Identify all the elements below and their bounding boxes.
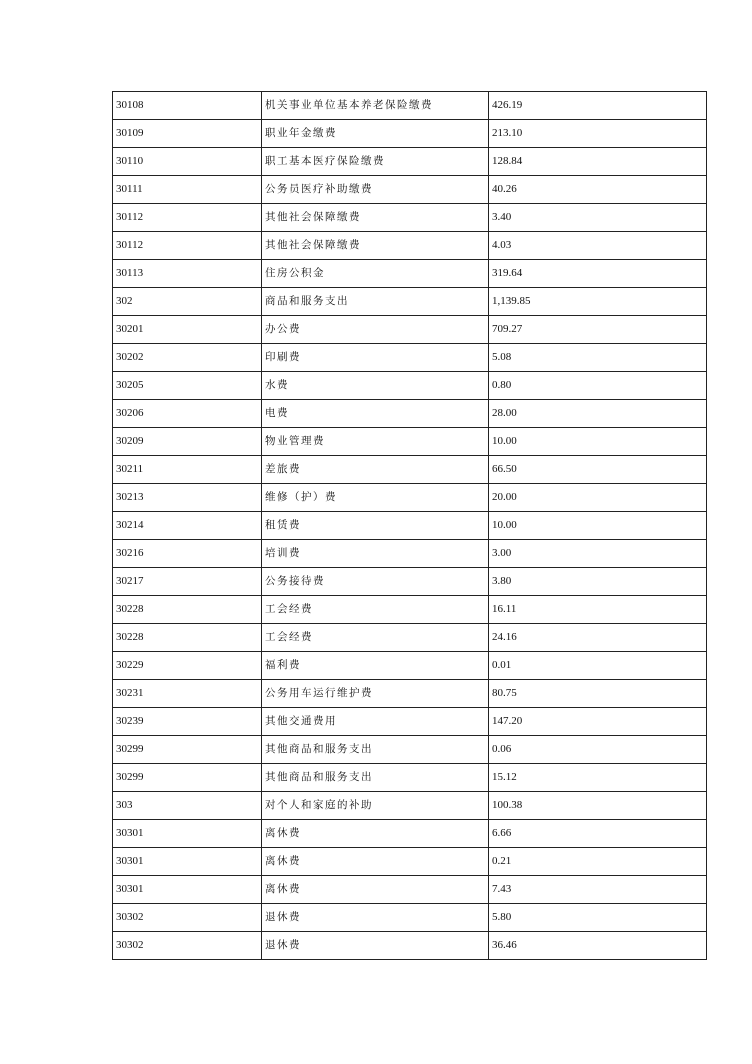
amount-cell: 5.80 [489, 904, 707, 932]
table-row [113, 568, 707, 596]
table-body [113, 92, 707, 960]
account-code-cell: 30108 [113, 92, 262, 120]
table-row [113, 484, 707, 512]
amount-cell: 1,139.85 [489, 288, 707, 316]
account-code-cell: 30209 [113, 428, 262, 456]
table-row [113, 344, 707, 372]
amount-cell: 10.00 [489, 512, 707, 540]
account-name-cell: 其他商品和服务支出 [262, 764, 489, 792]
table-row [113, 540, 707, 568]
table-row [113, 148, 707, 176]
account-name-cell: 职工基本医疗保险缴费 [262, 148, 489, 176]
account-name-cell: 退休费 [262, 904, 489, 932]
amount-cell: 36.46 [489, 932, 707, 960]
account-code-cell: 30213 [113, 484, 262, 512]
account-code-cell: 30216 [113, 540, 262, 568]
amount-cell: 3.40 [489, 204, 707, 232]
amount-cell: 3.00 [489, 540, 707, 568]
amount-cell: 0.01 [489, 652, 707, 680]
table-row [113, 428, 707, 456]
account-name-cell: 住房公积金 [262, 260, 489, 288]
account-name-cell: 其他商品和服务支出 [262, 736, 489, 764]
account-code-cell: 30111 [113, 176, 262, 204]
table-row [113, 680, 707, 708]
account-code-cell: 30217 [113, 568, 262, 596]
account-code-cell: 30301 [113, 820, 262, 848]
account-code-cell: 30112 [113, 232, 262, 260]
amount-cell: 16.11 [489, 596, 707, 624]
table-row [113, 736, 707, 764]
account-name-cell: 离休费 [262, 848, 489, 876]
table-row [113, 400, 707, 428]
account-code-cell: 30109 [113, 120, 262, 148]
table-row [113, 260, 707, 288]
table-row [113, 176, 707, 204]
table-row [113, 372, 707, 400]
amount-cell: 4.03 [489, 232, 707, 260]
account-code-cell: 30214 [113, 512, 262, 540]
table-row [113, 204, 707, 232]
table-row [113, 288, 707, 316]
amount-cell: 24.16 [489, 624, 707, 652]
amount-cell: 426.19 [489, 92, 707, 120]
account-name-cell: 工会经费 [262, 596, 489, 624]
table-row [113, 624, 707, 652]
amount-cell: 5.08 [489, 344, 707, 372]
account-name-cell: 其他社会保障缴费 [262, 232, 489, 260]
amount-cell: 20.00 [489, 484, 707, 512]
account-name-cell: 公务员医疗补助缴费 [262, 176, 489, 204]
account-name-cell: 商品和服务支出 [262, 288, 489, 316]
account-code-cell: 30211 [113, 456, 262, 484]
account-name-cell: 机关事业单位基本养老保险缴费 [262, 92, 489, 120]
table-row [113, 932, 707, 960]
account-name-cell: 物业管理费 [262, 428, 489, 456]
table-row [113, 652, 707, 680]
account-name-cell: 维修（护）费 [262, 484, 489, 512]
amount-cell: 319.64 [489, 260, 707, 288]
account-name-cell: 职业年金缴费 [262, 120, 489, 148]
account-code-cell: 30112 [113, 204, 262, 232]
amount-cell: 3.80 [489, 568, 707, 596]
account-code-cell: 30299 [113, 736, 262, 764]
account-code-cell: 30113 [113, 260, 262, 288]
account-name-cell: 办公费 [262, 316, 489, 344]
account-code-cell: 30202 [113, 344, 262, 372]
table-row [113, 848, 707, 876]
amount-cell: 0.21 [489, 848, 707, 876]
account-code-cell: 30302 [113, 932, 262, 960]
amount-cell: 40.26 [489, 176, 707, 204]
account-code-cell: 30302 [113, 904, 262, 932]
table-row [113, 708, 707, 736]
account-name-cell: 公务用车运行维护费 [262, 680, 489, 708]
account-code-cell: 303 [113, 792, 262, 820]
table-row [113, 120, 707, 148]
table-row [113, 820, 707, 848]
account-name-cell: 对个人和家庭的补助 [262, 792, 489, 820]
account-name-cell: 培训费 [262, 540, 489, 568]
account-code-cell: 30110 [113, 148, 262, 176]
amount-cell: 28.00 [489, 400, 707, 428]
account-code-cell: 302 [113, 288, 262, 316]
amount-cell: 80.75 [489, 680, 707, 708]
account-code-cell: 30301 [113, 876, 262, 904]
table-row [113, 92, 707, 120]
account-code-cell: 30231 [113, 680, 262, 708]
account-name-cell: 公务接待费 [262, 568, 489, 596]
amount-cell: 100.38 [489, 792, 707, 820]
amount-cell: 0.06 [489, 736, 707, 764]
table-row [113, 456, 707, 484]
account-name-cell: 印刷费 [262, 344, 489, 372]
account-name-cell: 退休费 [262, 932, 489, 960]
account-name-cell: 工会经费 [262, 624, 489, 652]
amount-cell: 709.27 [489, 316, 707, 344]
account-name-cell: 电费 [262, 400, 489, 428]
account-name-cell: 水费 [262, 372, 489, 400]
table-row [113, 232, 707, 260]
budget-expenditure-table [112, 91, 707, 960]
account-code-cell: 30205 [113, 372, 262, 400]
amount-cell: 15.12 [489, 764, 707, 792]
amount-cell: 10.00 [489, 428, 707, 456]
account-name-cell: 差旅费 [262, 456, 489, 484]
amount-cell: 128.84 [489, 148, 707, 176]
table-row [113, 512, 707, 540]
table-row [113, 904, 707, 932]
account-code-cell: 30299 [113, 764, 262, 792]
account-code-cell: 30229 [113, 652, 262, 680]
amount-cell: 0.80 [489, 372, 707, 400]
account-name-cell: 其他社会保障缴费 [262, 204, 489, 232]
table-row [113, 764, 707, 792]
account-name-cell: 离休费 [262, 820, 489, 848]
account-name-cell: 其他交通费用 [262, 708, 489, 736]
account-code-cell: 30301 [113, 848, 262, 876]
table-row [113, 316, 707, 344]
account-code-cell: 30228 [113, 624, 262, 652]
amount-cell: 147.20 [489, 708, 707, 736]
amount-cell: 6.66 [489, 820, 707, 848]
amount-cell: 7.43 [489, 876, 707, 904]
amount-cell: 213.10 [489, 120, 707, 148]
table-row [113, 596, 707, 624]
account-code-cell: 30228 [113, 596, 262, 624]
account-code-cell: 30206 [113, 400, 262, 428]
account-name-cell: 离休费 [262, 876, 489, 904]
account-code-cell: 30201 [113, 316, 262, 344]
table-row [113, 792, 707, 820]
amount-cell: 66.50 [489, 456, 707, 484]
account-name-cell: 福利费 [262, 652, 489, 680]
account-code-cell: 30239 [113, 708, 262, 736]
account-name-cell: 租赁费 [262, 512, 489, 540]
table-row [113, 876, 707, 904]
